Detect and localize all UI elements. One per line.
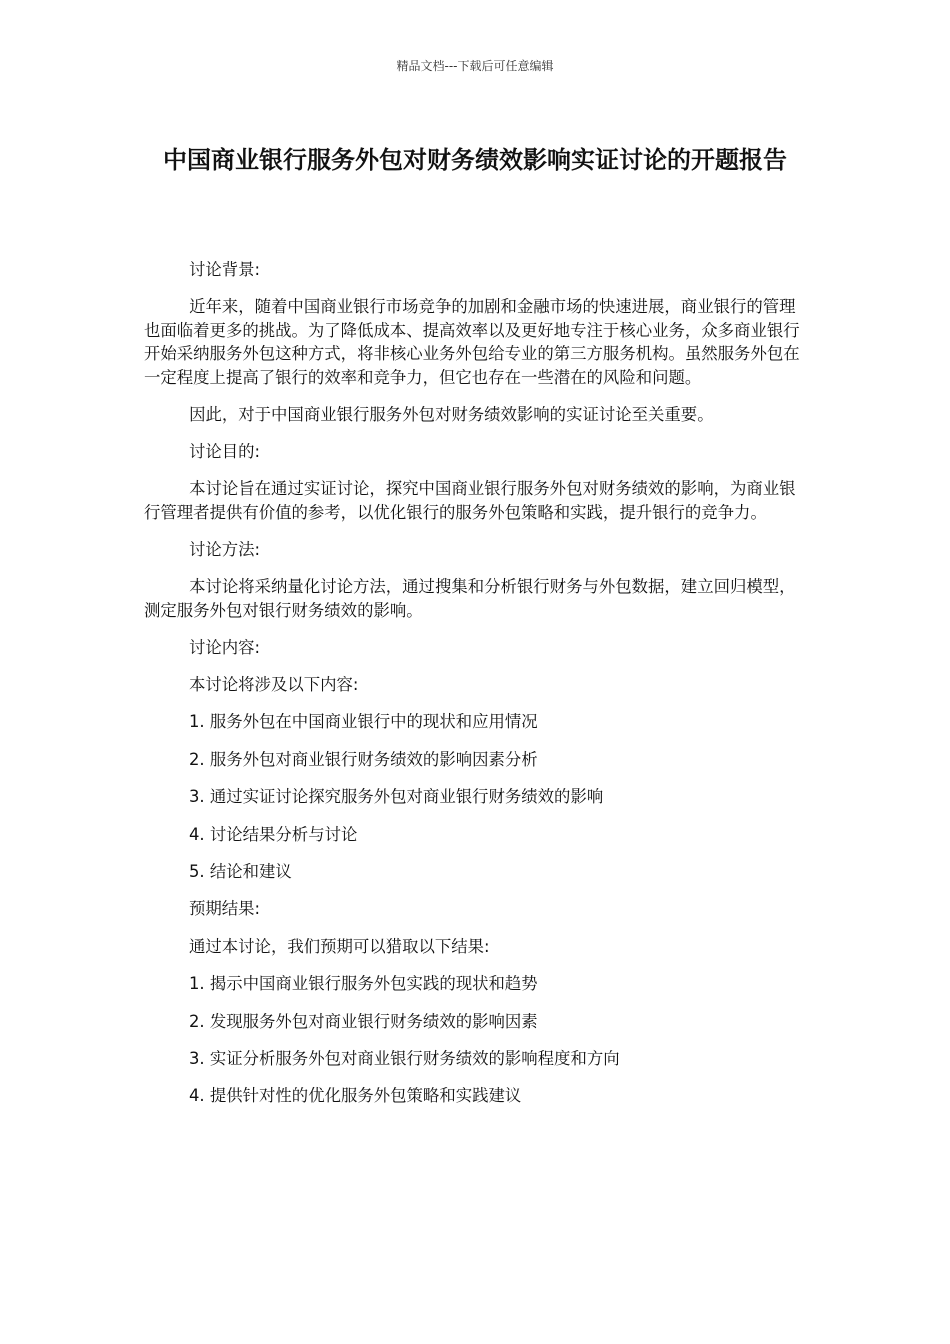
method-paragraph: 本讨论将采纳量化讨论方法，通过搜集和分析银行财务与外包数据，建立回归模型，测定服务外包对银行财务绩效的影响。: [144, 577, 796, 620]
document-title: 中国商业银行服务外包对财务绩效影响实证讨论的开题报告: [163, 146, 787, 174]
list-item: 5. 结论和建议: [189, 862, 292, 882]
page-header: 精品文档---下载后可任意编辑: [396, 59, 554, 73]
purpose-heading: 讨论目的:: [189, 441, 261, 461]
list-item: 2. 服务外包对商业银行财务绩效的影响因素分析: [189, 749, 538, 769]
background-heading: 讨论背景:: [189, 260, 261, 279]
list-item: 3. 通过实证讨论探究服务外包对商业银行财务绩效的影响: [189, 787, 604, 807]
list-item: 2. 发现服务外包对商业银行财务绩效的影响因素: [189, 1011, 538, 1031]
document-body: [144, 258, 806, 1122]
background-paragraph: 近年来，随着中国商业银行市场竞争的加剧和金融市场的快速进展，商业银行的管理也面临着更多的挑战。为了降低成本、提高效率以及更好地专注于核心业务，众多商业银行开始采纳服务外包这种方式，将非核心业务外包给专业的第三方服务机构。虽然服务外包在一定程度上提高了银行的效率和竞争力，但它也存在一些潜在的风险和问题。: [144, 297, 800, 387]
list-item: 4. 讨论结果分析与讨论: [189, 824, 358, 844]
results-heading: 预期结果:: [189, 899, 261, 919]
background-conclusion: 因此，对于中国商业银行服务外包对财务绩效影响的实证讨论至关重要。: [189, 404, 714, 424]
content-intro: 本讨论将涉及以下内容:: [189, 675, 359, 695]
method-heading: 讨论方法:: [189, 539, 261, 559]
list-item: 4. 提供针对性的优化服务外包策略和实践建议: [189, 1086, 522, 1106]
list-item: 1. 服务外包在中国商业银行中的现状和应用情况: [189, 712, 538, 732]
list-item: 3. 实证分析服务外包对商业银行财务绩效的影响程度和方向: [189, 1048, 620, 1068]
list-item: 1. 揭示中国商业银行服务外包实践的现状和趋势: [189, 974, 538, 994]
content-heading: 讨论内容:: [189, 637, 261, 657]
results-intro: 通过本讨论，我们预期可以猎取以下结果:: [189, 936, 490, 956]
purpose-paragraph: 本讨论旨在通过实证讨论，探究中国商业银行服务外包对财务绩效的影响，为商业银行管理者提供有价值的参考，以优化银行的服务外包策略和实践，提升银行的竞争力。: [144, 479, 796, 522]
